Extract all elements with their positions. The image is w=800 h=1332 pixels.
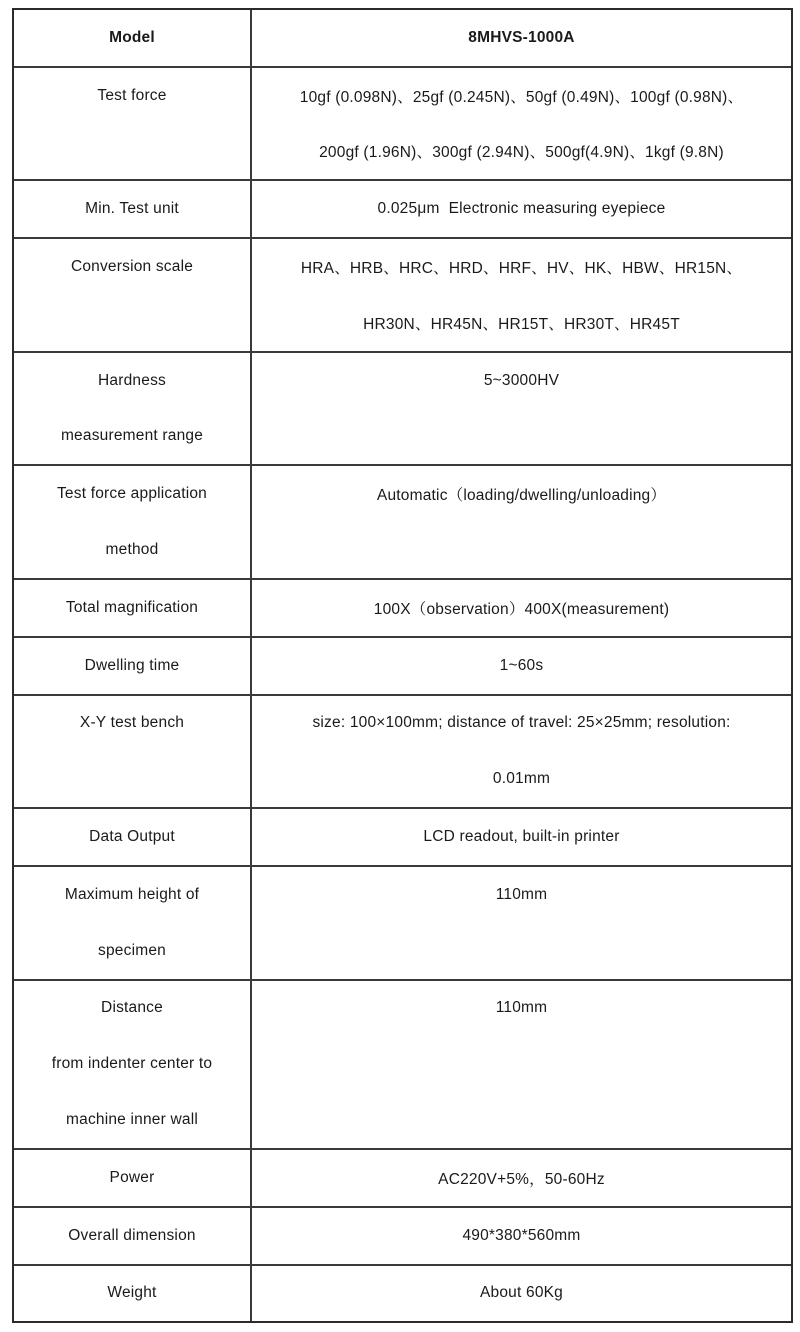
spec-value [252,353,791,465]
spec-value [252,580,791,636]
spec-value [252,638,791,694]
table-row [14,580,791,638]
spec-label-text: Dwelling time [84,656,180,674]
spec-label-text: measurement range [60,427,204,445]
table-row [14,1150,791,1208]
table-row [14,239,791,353]
spec-label-text: Conversion scale [70,258,194,276]
spec-label [14,239,252,351]
spec-value-text: HR30N、HR45N、HR15T、HR30T、HR45T [363,315,680,333]
spec-label [14,10,252,66]
table-row [14,68,791,182]
spec-label-text: Distance [101,999,163,1017]
spec-label-text: Overall dimension [68,1226,196,1244]
spec-value-text: 110mm [495,885,548,903]
spec-value-text: 0.01mm [492,770,551,788]
table-row [14,1208,791,1266]
spec-value-text: 8MHVS-1000A [468,28,575,46]
spec-value-text: 490*380*560mm [462,1226,581,1244]
spec-label [14,809,252,865]
spec-value [252,1150,791,1206]
spec-value [252,239,791,351]
spec-label-text: method [105,541,159,559]
spec-label-text: specimen [98,941,166,959]
spec-value [252,1266,791,1322]
spec-label [14,181,252,237]
table-row [14,981,791,1150]
spec-value [252,10,791,66]
spec-value-text: 200gf (1.96N)、300gf (2.94N)、500gf(4.9N)、1kgf (9.8N) [319,144,724,162]
table-row [14,466,791,580]
spec-value-text: 100X（observation）400X(measurement) [373,600,670,618]
spec-label [14,580,252,636]
spec-label-text: from indenter center to [51,1055,213,1073]
table-row [14,867,791,981]
table-row [14,1266,791,1322]
spec-value [252,867,791,979]
spec-value-text: HRA、HRB、HRC、HRD、HRF、HV、HK、HBW、HR15N、 [300,260,743,278]
spec-label [14,1150,252,1206]
spec-label [14,867,252,979]
spec-label-text: Min. Test unit [85,200,179,218]
spec-value [252,981,791,1148]
table-row [14,638,791,696]
spec-label [14,638,252,694]
spec-label [14,981,252,1148]
spec-value-text: 110mm [495,999,548,1017]
spec-label [14,696,252,808]
spec-label [14,1266,252,1322]
spec-label-text: Data Output [89,828,175,846]
spec-table [12,8,793,1323]
spec-label-text: Test force application [56,485,207,503]
spec-label-text: Hardness [98,371,166,389]
spec-value-text: 10gf (0.098N)、25gf (0.245N)、50gf (0.49N)、100gf (0.98N)、 [299,88,744,106]
table-row [14,10,791,68]
table-row [14,181,791,239]
table-row [14,809,791,867]
spec-value [252,466,791,578]
spec-value-text: 5~3000HV [483,371,560,389]
spec-value-text: Automatic（loading/dwelling/unloading） [376,487,667,505]
spec-label [14,68,252,180]
spec-label-text: Weight [107,1284,157,1302]
table-row [14,696,791,810]
spec-value-text: LCD readout, built-in printer [423,828,620,846]
spec-label-text: Maximum height of [64,885,200,903]
spec-label [14,353,252,465]
spec-value [252,1208,791,1264]
spec-value-text: AC220V+5%，50-60Hz [438,1170,605,1188]
spec-label-text: Test force [97,86,167,104]
spec-value-text: 1~60s [499,656,544,674]
spec-label [14,466,252,578]
spec-value [252,696,791,808]
table-row [14,353,791,467]
spec-label-text: machine inner wall [66,1111,198,1129]
spec-value-text: 0.025μm Electronic measuring eyepiece [377,200,666,218]
spec-value [252,809,791,865]
spec-label [14,1208,252,1264]
spec-value [252,68,791,180]
spec-label-text: X-Y test bench [79,714,185,732]
spec-value [252,181,791,237]
spec-value-text: About 60Kg [479,1284,563,1302]
spec-value-text: size: 100×100mm; distance of travel: 25×25mm; resolution: [312,714,731,732]
spec-label-text: Model [109,28,155,46]
spec-label-text: Total magnification [65,598,199,616]
spec-label-text: Power [109,1168,155,1186]
